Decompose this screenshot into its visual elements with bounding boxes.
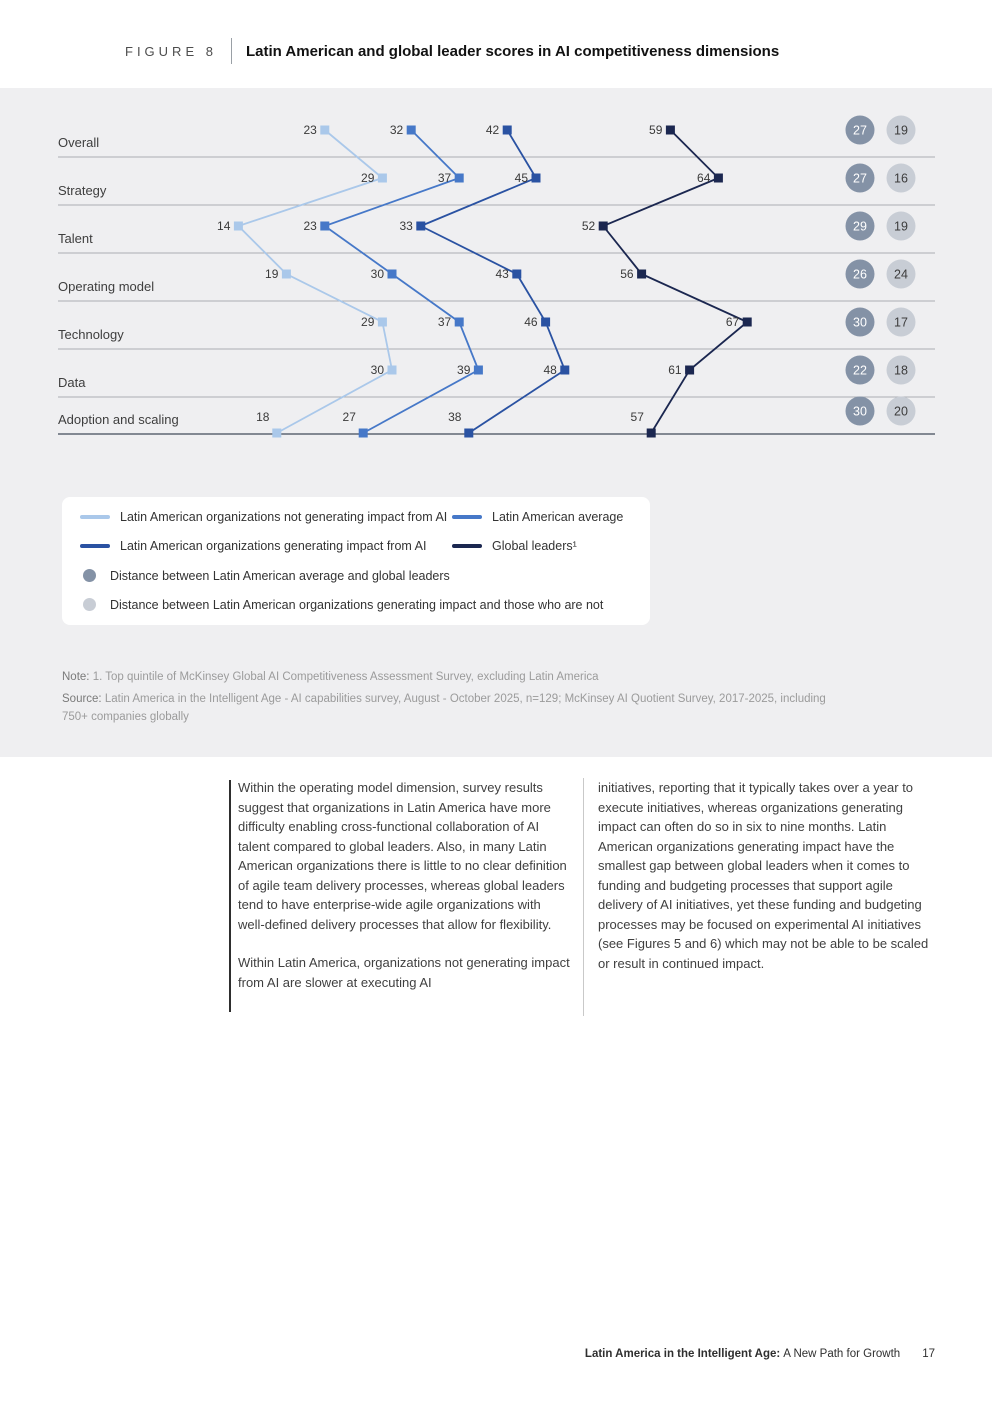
source-line [62, 690, 840, 726]
legend-item-gap-avg-leaders [80, 569, 450, 583]
gap-value: 18 [894, 363, 908, 378]
data-point [378, 174, 387, 183]
data-point [474, 366, 483, 375]
legend-item-generating [80, 539, 452, 553]
data-point [320, 126, 329, 135]
value-label: 43 [495, 267, 509, 281]
legend-label-gap-impact-not: Distance between Latin American organizations generating impact and those who are not [110, 597, 604, 612]
gap-value: 17 [894, 315, 908, 330]
value-label: 37 [437, 315, 452, 329]
gap-value: 26 [853, 267, 867, 282]
value-label: 29 [361, 315, 375, 329]
data-point [407, 126, 416, 135]
data-point [464, 429, 473, 438]
note-prefix: Note: [62, 671, 90, 683]
source-prefix: Source: [62, 693, 102, 705]
legend-label-not-generating: Latin American organizations not generating impact from AI [120, 510, 448, 524]
figure-header [125, 38, 779, 64]
footer-report-title: Latin America in the Intelligent Age: [584, 1348, 781, 1360]
data-point [378, 318, 387, 327]
value-label: 64 [697, 171, 711, 185]
legend-circle-swatch-light [83, 598, 96, 611]
legend-item-average [452, 510, 623, 524]
data-point [503, 126, 512, 135]
legend-line-swatch-global-leaders [452, 544, 482, 548]
data-point [320, 222, 329, 231]
value-label: 14 [217, 219, 231, 233]
data-point [560, 366, 569, 375]
footer-report-subtitle: A New Path for Growth [783, 1348, 901, 1360]
gap-value: 30 [853, 404, 867, 419]
value-label: 18 [256, 410, 270, 424]
data-point [234, 222, 243, 231]
value-label: 23 [303, 219, 317, 233]
data-point [416, 222, 425, 231]
value-label: 48 [543, 363, 557, 377]
gap-value: 27 [853, 171, 867, 186]
note-text: 1. Top quintile of McKinsey Global AI Competitiveness Assessment Survey, excluding Latin America [92, 671, 599, 683]
body-paragraph: initiatives, reporting that it typically takes over a year to execute initiatives, whereas organizations generating impact can often do so in six to nine months. Latin American organizations generating impact have the smallest gap between global leaders when it comes to funding and budgeting processes that support agile delivery of AI initiatives, yet these funding and budgeting processes may be focused on experimental AI initiatives (see Figures 5 and 6) which may not be able to be scaled or result in continued impact. [598, 780, 929, 971]
category-label: Data [58, 375, 86, 390]
legend-row [80, 510, 632, 524]
gap-value: 19 [894, 123, 908, 138]
legend-line-swatch-not-generating [80, 515, 110, 519]
data-point [282, 270, 291, 279]
value-label: 39 [457, 363, 471, 377]
data-point [359, 429, 368, 438]
data-point [455, 174, 464, 183]
gap-value: 30 [853, 315, 867, 330]
data-point [541, 318, 550, 327]
value-label: 59 [649, 123, 663, 137]
value-label: 42 [485, 123, 500, 137]
data-point [532, 174, 541, 183]
source-text: Latin America in the Intelligent Age - AI capabilities survey, August - October 2025, n=129; McKinsey AI Quotient Survey, 2017-2025, including 750+ companies globally [62, 693, 826, 723]
body-paragraph: Within Latin America, organizations not generating impact from AI are slower at executing AI [238, 955, 570, 990]
legend-line-swatch-generating [80, 544, 110, 548]
category-label: Overall [58, 135, 100, 150]
value-label: 61 [668, 363, 682, 377]
legend-circle-swatch-dark [83, 569, 96, 582]
chart-legend [62, 497, 650, 625]
footer-page-number: 17 [922, 1348, 935, 1360]
legend-label-average: Latin American average [492, 510, 624, 524]
value-label: 38 [448, 410, 462, 424]
data-point [666, 126, 675, 135]
gap-value: 29 [853, 219, 867, 234]
value-label: 57 [630, 410, 644, 424]
value-label: 30 [370, 267, 384, 281]
legend-row [80, 598, 632, 612]
data-point [455, 318, 464, 327]
figure-notes [62, 668, 840, 730]
data-point [637, 270, 646, 279]
value-label: 33 [399, 219, 413, 233]
gap-value: 16 [894, 171, 908, 186]
gap-value: 22 [853, 363, 867, 378]
data-point [647, 429, 656, 438]
legend-line-swatch-average [452, 515, 482, 519]
value-label: 52 [581, 219, 596, 233]
value-label: 32 [389, 123, 404, 137]
value-label: 30 [370, 363, 384, 377]
gap-value: 20 [894, 404, 908, 419]
legend-row [80, 569, 632, 583]
value-label: 29 [361, 171, 375, 185]
data-point [714, 174, 723, 183]
body-text-right-column [598, 778, 933, 973]
category-label: Technology [58, 327, 124, 342]
data-point [685, 366, 694, 375]
legend-label-global-leaders: Global leaders¹ [492, 539, 577, 554]
value-label: 67 [725, 315, 740, 329]
data-point [388, 366, 397, 375]
value-label: 45 [514, 171, 528, 185]
gap-value: 19 [894, 219, 908, 234]
data-point [272, 429, 281, 438]
left-vertical-rule [229, 780, 231, 1012]
data-point [388, 270, 397, 279]
series-line-3 [603, 130, 747, 433]
value-label: 46 [524, 315, 538, 329]
legend-row [80, 539, 632, 553]
value-label: 27 [342, 410, 356, 424]
data-point [512, 270, 521, 279]
body-paragraph: Within the operating model dimension, survey results suggest that organizations in Latin America have more difficulty enabling cross-functional collaboration of AI talent compared to global leaders. Also, in many Latin American organizations there is little to no clear definition of agile team delivery processes, whereas global leaders tend to have enterprise-wide agile organizations with well-defined delivery processes that allow for flexibility. [238, 780, 567, 932]
body-text-left-column [238, 778, 571, 992]
legend-item-not-generating [80, 510, 452, 524]
legend-label-generating: Latin American organizations generating impact from AI [120, 539, 427, 554]
legend-item-gap-impact-not [80, 598, 603, 612]
note-line [62, 668, 840, 686]
value-label: 37 [437, 171, 452, 185]
gap-value: 24 [894, 267, 908, 282]
column-divider [583, 778, 584, 1016]
value-label: 23 [303, 123, 317, 137]
category-label: Adoption and scaling [58, 412, 179, 427]
category-label: Talent [58, 231, 93, 246]
figure-kicker: FIGURE 8 [125, 43, 217, 59]
legend-item-global-leaders [452, 539, 577, 553]
value-label: 56 [620, 267, 634, 281]
figure-title: Latin American and global leader scores in AI competitiveness dimensions [245, 42, 780, 60]
header-divider [231, 38, 232, 64]
value-label: 19 [265, 267, 279, 281]
category-label: Strategy [58, 183, 107, 198]
dimensions-chart [0, 88, 992, 468]
gap-value: 27 [853, 123, 867, 138]
data-point [599, 222, 608, 231]
data-point [743, 318, 752, 327]
legend-label-gap-avg-leaders: Distance between Latin American average and global leaders [110, 568, 450, 583]
page-footer [585, 1348, 935, 1360]
category-label: Operating model [58, 279, 155, 294]
